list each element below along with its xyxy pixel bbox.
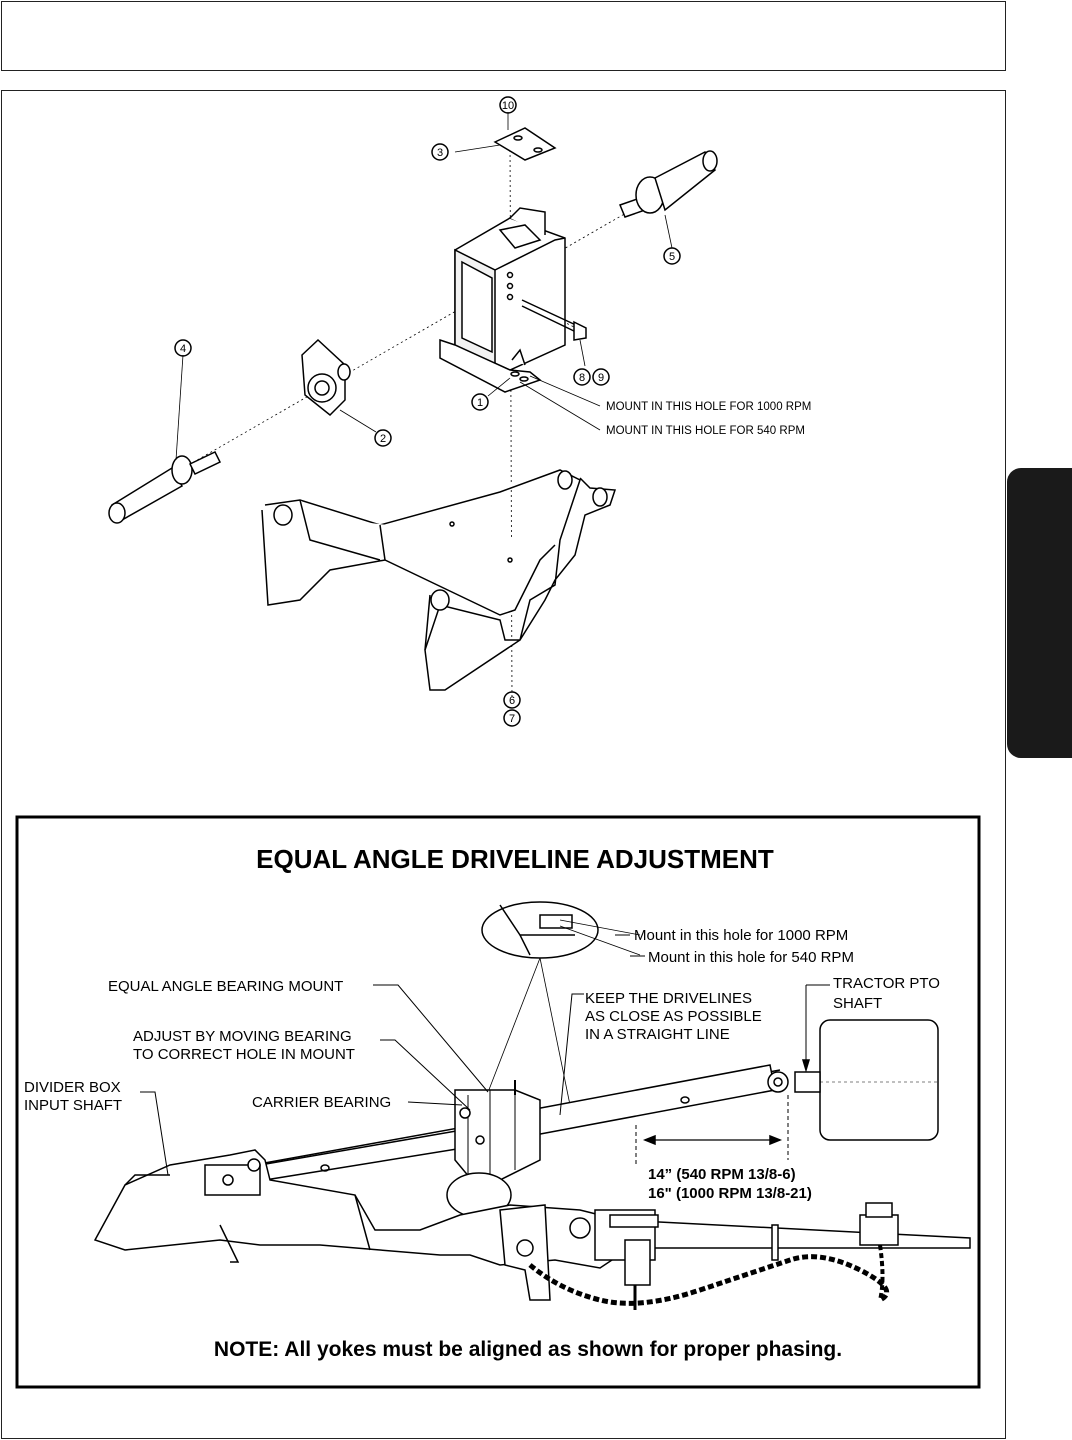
callout-3-label: 3 [436,147,444,159]
input-shaft-part [109,452,220,523]
keep-label-3: IN A STRAIGHT LINE [585,1026,730,1043]
keep-label-2: AS CLOSE AS POSSIBLE [585,1008,762,1025]
callout-5-label: 5 [668,251,676,263]
callout-labels [180,100,675,725]
carrier-bearing-label: CARRIER BEARING [252,1094,392,1111]
dimension-540: 14” (540 RPM 13/8-6) [648,1166,796,1183]
callout-10-label: 10 [501,100,515,112]
divider-label-2: INPUT SHAFT [24,1097,123,1114]
adjust-label-2: TO CORRECT HOLE IN MOUNT [133,1046,355,1063]
bearing-mount-part [440,208,565,392]
divider-label-1: DIVIDER BOX [24,1079,121,1096]
inset-label-1000: Mount in this hole for 1000 RPM [634,927,849,944]
mount-label-1000: MOUNT IN THIS HOLE FOR 1000 RPM [606,401,812,413]
dimension-1000: 16" (1000 RPM 13/8-21) [648,1185,812,1202]
tractor-pto-label-2: SHAFT [833,995,883,1012]
callout-4-label: 4 [179,343,187,355]
stub-shaft-part [620,151,717,217]
callout-2-label: 2 [379,433,387,445]
bearing-mount-label: EQUAL ANGLE BEARING MOUNT [108,978,344,995]
driveline-title: EQUAL ANGLE DRIVELINE ADJUSTMENT [256,844,774,874]
callout-8-label: 8 [578,372,586,384]
adjust-label-1: ADJUST BY MOVING BEARING [133,1028,352,1045]
carrier-bearing-part [302,340,350,415]
inset-label-540: Mount in this hole for 540 RPM [648,949,854,966]
keep-label-1: KEEP THE DRIVELINES [585,990,753,1007]
mount-label-540: MOUNT IN THIS HOLE FOR 540 RPM [606,425,805,437]
callout-1-label: 1 [476,397,484,409]
plate-part [495,128,555,160]
callout-9-label: 9 [597,372,605,384]
callout-7-label: 7 [508,713,516,725]
phasing-note: NOTE: All yokes must be aligned as shown for proper phasing. [213,1338,843,1361]
callout-6-label: 6 [508,695,516,707]
tractor-pto-label-1: TRACTOR PTO [833,975,940,992]
hitch-frame-part [262,470,615,690]
